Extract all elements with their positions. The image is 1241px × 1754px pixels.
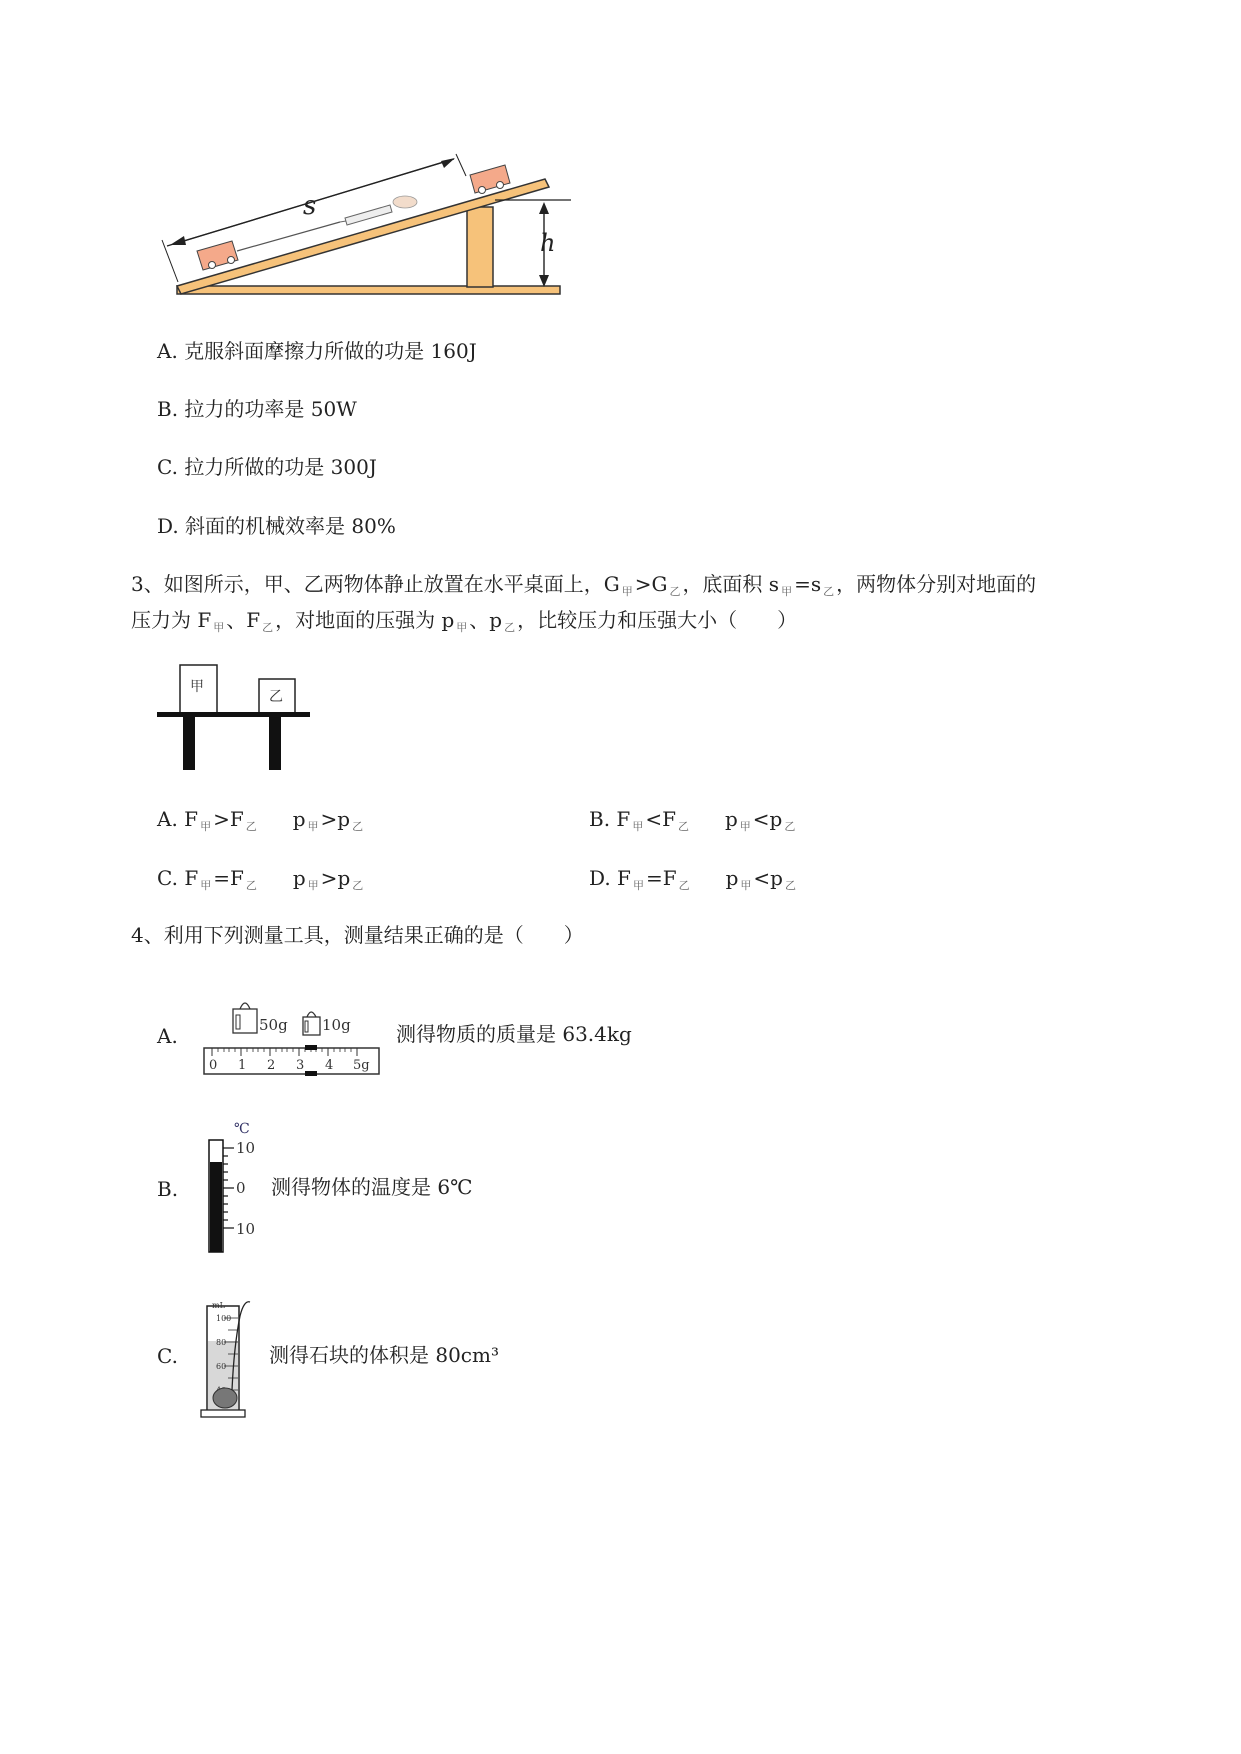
s-label: s xyxy=(303,191,317,221)
thermometer-10-bottom: 10 xyxy=(236,1220,256,1238)
cart-bottom xyxy=(197,241,238,270)
weight-10g: 10g xyxy=(322,1016,351,1034)
option-letter: C. xyxy=(157,455,178,479)
q4-stem: 4、利用下列测量工具，测量结果正确的是（ ） xyxy=(131,923,584,947)
q3-stem-line1: 3、如图所示，甲、乙两物体静止放置在水平桌面上，G $_甲$ >G $_乙$ ，底面积 s $_甲$ =s $_乙$ ，两物体分别对地面的 xyxy=(131,572,1037,598)
option-text: 斜面的机械效率是 80% xyxy=(185,514,396,538)
ruler-tick-2: 2 xyxy=(267,1058,276,1073)
ruler-tick-4: 4 xyxy=(325,1058,334,1073)
q4-option-c-letter[interactable]: C. xyxy=(157,1344,178,1368)
ruler-tick-5: 5g xyxy=(353,1058,370,1073)
q2-option-c[interactable] xyxy=(157,457,377,477)
q2-option-a[interactable] xyxy=(157,341,477,361)
option-letter: B. xyxy=(157,397,179,421)
block-yi-label: 乙 xyxy=(269,689,283,705)
thermometer-figure xyxy=(200,1118,270,1258)
option-text: 拉力的功率是 50W xyxy=(184,397,357,421)
inclined-plane-figure xyxy=(160,150,600,300)
q4-option-b-letter[interactable]: B. xyxy=(157,1177,179,1201)
cart-top xyxy=(470,165,510,194)
graduated-cylinder-figure xyxy=(198,1296,258,1421)
cylinder-80: 80 xyxy=(216,1338,227,1347)
ruler-tick-0: 0 xyxy=(209,1058,218,1073)
cylinder-unit: mL xyxy=(212,1301,225,1310)
q3-stem-line2: 压力为 F $_甲$ 、F $_乙$ ，对地面的压强为 p $_甲$ 、p $_乙$ ，比较压力和压强大小（ ） xyxy=(131,608,798,634)
table-blocks-figure xyxy=(155,660,315,775)
q3-option-c[interactable]: C. F $_甲$ =F $_乙$ p $_甲$ >p $_乙$ xyxy=(157,866,364,892)
option-letter: D. xyxy=(157,514,179,538)
option-text: 拉力所做的功是 300J xyxy=(184,455,377,479)
ruler-tick-3: 3 xyxy=(296,1058,305,1073)
q2-option-d[interactable] xyxy=(157,516,396,536)
option-letter: A. xyxy=(157,339,178,363)
option-text: 克服斜面摩擦力所做的功是 160J xyxy=(184,339,477,363)
weight-50g: 50g xyxy=(259,1016,288,1034)
balance-weights-figure xyxy=(200,995,385,1080)
q2-option-b[interactable] xyxy=(157,399,357,419)
stone xyxy=(213,1388,237,1408)
cylinder-100: 100 xyxy=(216,1314,232,1323)
q3-option-a[interactable]: A. F $_甲$ >F $_乙$ p $_甲$ >p $_乙$ xyxy=(157,807,364,833)
thermometer-unit: ℃ xyxy=(234,1121,250,1137)
h-label: h xyxy=(540,229,556,257)
block-jia-label: 甲 xyxy=(190,679,204,695)
thermometer-0: 0 xyxy=(236,1179,246,1197)
cylinder-60: 60 xyxy=(216,1362,227,1371)
q4-option-b-text: 测得物体的温度是 6℃ xyxy=(271,1175,473,1199)
q4-option-a-letter[interactable]: A. xyxy=(157,1024,178,1048)
ruler-tick-1: 1 xyxy=(238,1058,247,1073)
q4-option-c-text: 测得石块的体积是 80cm³ xyxy=(269,1343,499,1367)
thermometer-10-top: 10 xyxy=(236,1139,256,1157)
q3-option-d[interactable]: D. F $_甲$ =F $_乙$ p $_甲$ <p $_乙$ xyxy=(589,866,796,892)
q4-option-a-text: 测得物质的质量是 63.4kg xyxy=(396,1022,632,1046)
q3-option-b[interactable]: B. F $_甲$ <F $_乙$ p $_甲$ <p $_乙$ xyxy=(589,807,796,833)
